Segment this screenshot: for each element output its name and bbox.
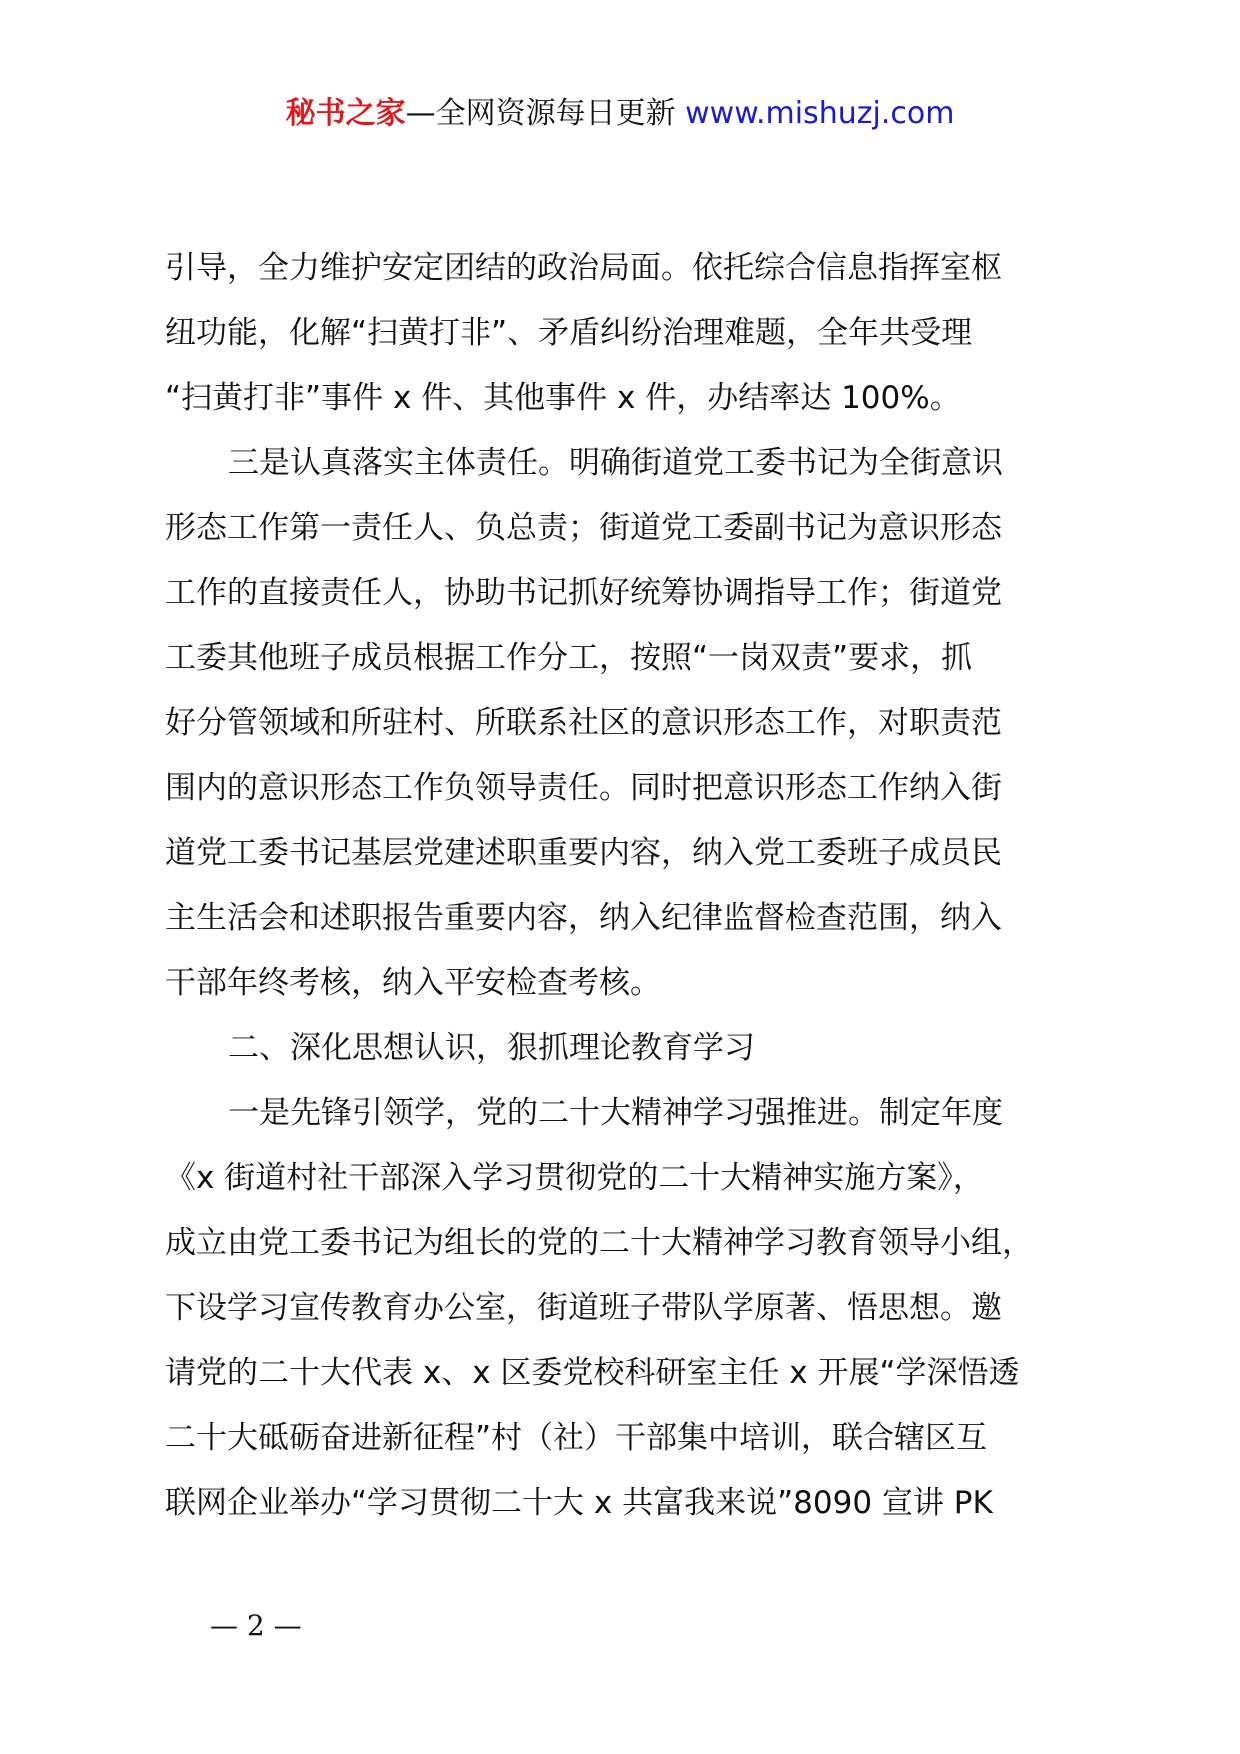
text-line: 道党工委书记基层党建述职重要内容，纳入党工委班子成员民 [165,835,1002,871]
text-line: 工作的直接责任人，协助书记抓好统筹协调指导工作；街道党 [165,575,1002,611]
text-line: 引导，全力维护安定团结的政治局面。依托综合信息指挥室枢 [165,250,1002,286]
text-line: 《x 街道村社干部深入学习贯彻党的二十大精神实施方案》， [165,1160,984,1196]
text-line: 工委其他班子成员根据工作分工，按照“一岗双责”要求，抓 [165,640,973,676]
text-line: 二十大砥砺奋进新征程”村（社）干部集中培训，联合辖区互 [165,1420,988,1456]
text-line: 主生活会和述职报告重要内容，纳入纪律监督检查范围，纳入 [165,900,1002,936]
section-heading: 二、深化思想认识，狠抓理论教育学习 [228,1030,755,1066]
paragraph-start: 三是认真落实主体责任。明确街道党工委书记为全街意识 [228,445,1003,481]
text-line: 下设学习宣传教育办公室，街道班子带队学原著、悟思想。邀 [165,1290,1002,1326]
header-tagline: —全网资源每日更新 [405,96,676,131]
text-line: 请党的二十大代表 x、x 区委党校科研室主任 x 开展“学深悟透 [165,1355,1020,1391]
text-line: 好分管领域和所驻村、所联系社区的意识形态工作，对职责范 [165,705,1002,741]
site-url: www.mishuzj.com [685,96,955,131]
document-body [165,236,1095,1536]
watermark-header [0,94,1240,134]
paragraph-start: 一是先锋引领学，党的二十大精神学习强推进。制定年度 [228,1095,1003,1131]
text-line: 纽功能，化解“扫黄打非”、矛盾纠纷治理难题，全年共受理 [165,315,973,351]
text-line: 形态工作第一责任人、负总责；街道党工委副书记为意识形态 [165,510,1002,546]
brand-name: 秘书之家 [285,96,406,131]
text-line: 成立由党工委书记为组长的党的二十大精神学习教育领导小组， [165,1225,1033,1261]
text-line: 围内的意识形态工作负领导责任。同时把意识形态工作纳入街 [165,770,1002,806]
text-line: “扫黄打非”事件 x 件、其他事件 x 件，办结率达 100%。 [165,380,961,416]
page-number: — 2 — [210,1609,302,1642]
text-line: 干部年终考核，纳入平安检查考核。 [165,965,661,1001]
text-line: 联网企业举办“学习贯彻二十大 x 共富我来说”8090 宣讲 PK [165,1485,993,1521]
